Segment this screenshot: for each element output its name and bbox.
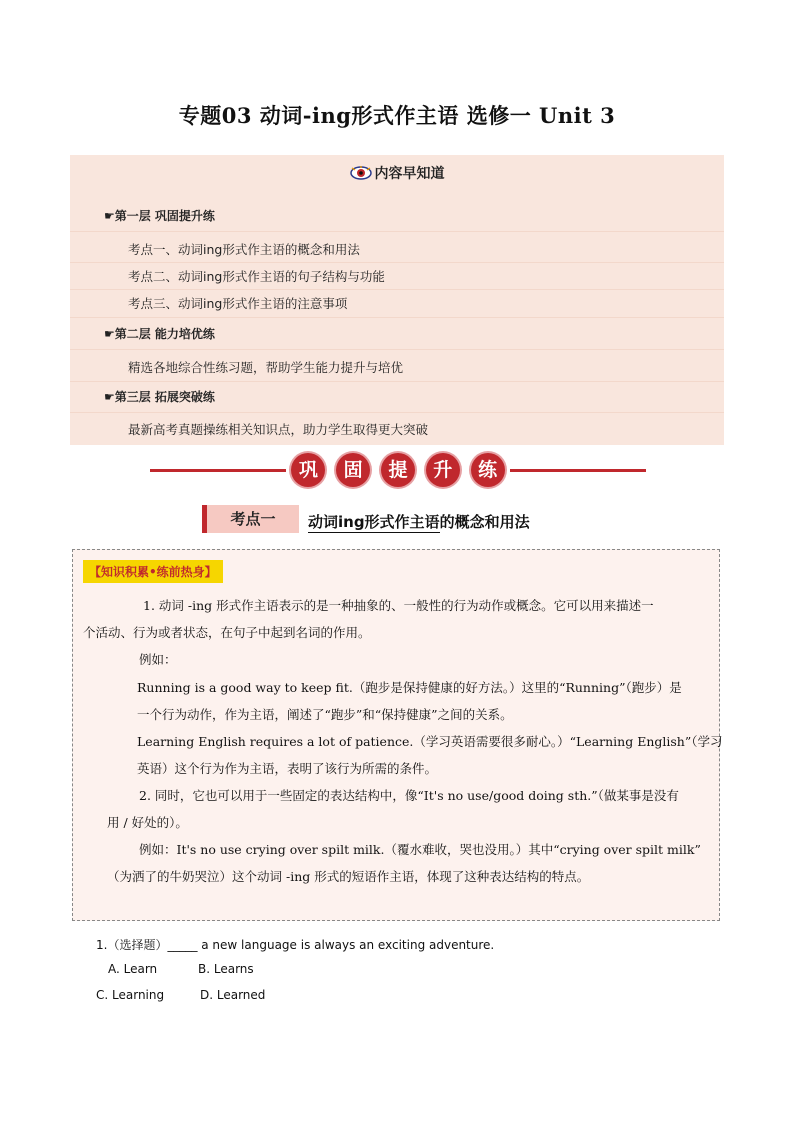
option-a[interactable]: A. Learn [108, 962, 158, 976]
toc-point-3: 考点三、动词ing形式作主语的注意事项 [128, 296, 348, 311]
knowledge-line: 例如： [139, 652, 177, 667]
toc-layer-2-desc: 精选各地综合性练习题，帮助学生能力提升与培优 [128, 360, 404, 375]
banner-char: 巩 [291, 453, 325, 487]
knowledge-line: 例如：It's no use crying over spilt milk.（覆水难收，哭也没用。）其中“crying over spilt milk” [139, 842, 701, 857]
knowledge-line: 一个行为动作，作为主语，阐述了“跑步”和“保持健康”之间的关系。 [137, 707, 513, 722]
kaodian-title [308, 511, 530, 532]
section-banner [150, 452, 646, 488]
kaodian-title-rest: 的概念和用法 [439, 513, 530, 531]
toc-layer-3: ☛第三层 拓展突破练 [104, 390, 215, 404]
banner-char: 升 [426, 453, 460, 487]
page-title: 专题03 动词-ing形式作主语 选修一 Unit 3 [178, 103, 616, 128]
knowledge-line: 英语）这个行为作为主语，表明了该行为所需的条件。 [137, 761, 438, 776]
toc-heading-label: 内容早知道 [374, 166, 445, 182]
knowledge-box [72, 549, 723, 921]
kaodian-title-underlined: 动词ing形式作主语 [308, 513, 440, 531]
banner-char: 固 [336, 453, 370, 487]
eye-icon [350, 166, 372, 180]
knowledge-line: 个活动、行为或者状态，在句子中起到名词的作用。 [83, 625, 371, 640]
knowledge-line: Learning English requires a lot of patience.（学习英语需要很多耐心。）“Learning English”（学习 [137, 734, 723, 749]
banner-line-left [150, 469, 286, 472]
knowledge-line: 2. 同时，它也可以用于一些固定的表达结构中，像“It's no use/good doing sth.”（做某事是没有 [139, 788, 679, 803]
toc-layer-2: ☛第二层 能力培优练 [104, 327, 215, 341]
knowledge-tag: 【知识积累•练前热身】 [83, 560, 223, 583]
banner-char: 练 [471, 453, 505, 487]
toc-panel [70, 155, 724, 445]
question-stem: 1.（选择题）_____ a new language is always an exciting adventure. [96, 938, 495, 952]
knowledge-line: 用 / 好处的）。 [107, 815, 188, 830]
knowledge-line: （为洒了的牛奶哭泣）这个动词 -ing 形式的短语作主语，体现了这种表达结构的特点。 [107, 869, 590, 884]
toc-point-1: 考点一、动词ing形式作主语的概念和用法 [128, 242, 360, 257]
toc-heading [70, 163, 724, 183]
banner-line-right [510, 469, 646, 472]
knowledge-line: Running is a good way to keep fit.（跑步是保持健康的好方法。）这里的“Running”（跑步）是 [137, 680, 682, 695]
banner-char: 提 [381, 453, 415, 487]
option-c[interactable]: C. Learning [96, 988, 165, 1002]
option-d[interactable]: D. Learned [200, 988, 266, 1002]
option-b[interactable]: B. Learns [198, 962, 254, 976]
banner-chars [286, 452, 510, 488]
kaodian-tag: 考点一 [202, 505, 299, 533]
toc-layer-3-desc: 最新高考真题操练相关知识点，助力学生取得更大突破 [128, 422, 429, 437]
toc-layer-1: ☛第一层 巩固提升练 [104, 209, 215, 223]
toc-point-2: 考点二、动词ing形式作主语的句子结构与功能 [128, 269, 385, 284]
knowledge-line: 1. 动词 -ing 形式作主语表示的是一种抽象的、一般性的行为动作或概念。它可以用来描述一 [143, 598, 654, 613]
